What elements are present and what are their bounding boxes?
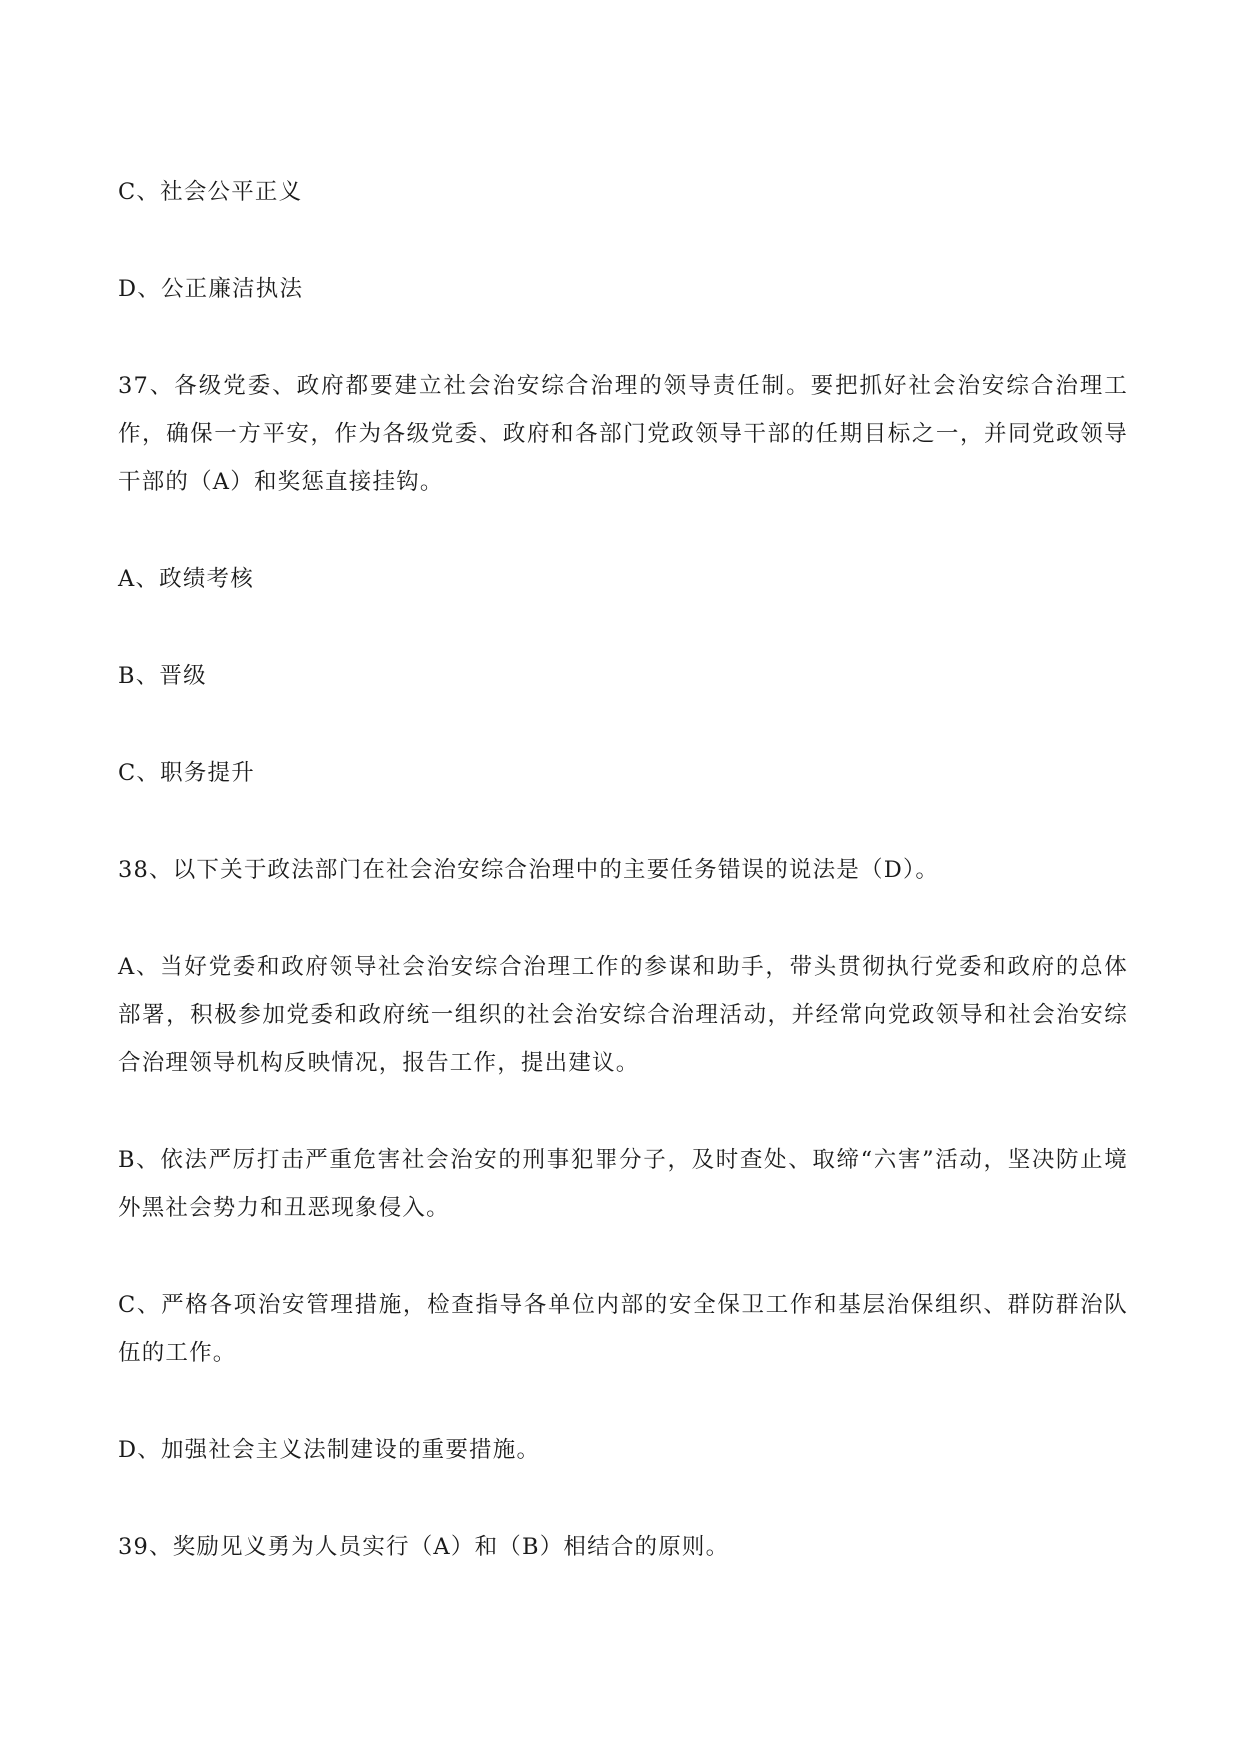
option-b-q38: B、依法严厉打击严重危害社会治安的刑事犯罪分子，及时查处、取缔“六害”活动，坚决防止境外黑社会势力和丑恶现象侵入。	[118, 1147, 1128, 1221]
option-d-q36: D、公正廉洁执法	[118, 276, 304, 302]
question-38: 38、以下关于政法部门在社会治安综合治理中的主要任务错误的说法是（D）。	[118, 857, 940, 883]
option-b-q37: B、晋级	[118, 663, 207, 689]
option-c-q37: C、职务提升	[118, 760, 255, 786]
option-c-q38: C、严格各项治安管理措施，检查指导各单位内部的安全保卫工作和基层治保组织、群防群治队伍的工作。	[118, 1292, 1128, 1366]
option-c-q36: C、社会公平正义	[118, 179, 303, 205]
option-d-q38: D、加强社会主义法制建设的重要措施。	[118, 1437, 541, 1463]
document-body	[118, 168, 1128, 1620]
option-a-q37: A、政绩考核	[118, 566, 254, 592]
question-39: 39、奖励见义勇为人员实行（A）和（B）相结合的原则。	[118, 1534, 730, 1560]
option-a-q38: A、当好党委和政府领导社会治安综合治理工作的参谋和助手，带头贯彻执行党委和政府的总体部署，积极参加党委和政府统一组织的社会治安综合治理活动，并经常向党政领导和社会治安综合治理领导机构反映情况，报告工作，提出建议。	[118, 954, 1128, 1076]
question-37: 37、各级党委、政府都要建立社会治安综合治理的领导责任制。要把抓好社会治安综合治理工作，确保一方平安，作为各级党委、政府和各部门党政领导干部的任期目标之一，并同党政领导干部的（A）和奖惩直接挂钩。	[118, 373, 1128, 495]
